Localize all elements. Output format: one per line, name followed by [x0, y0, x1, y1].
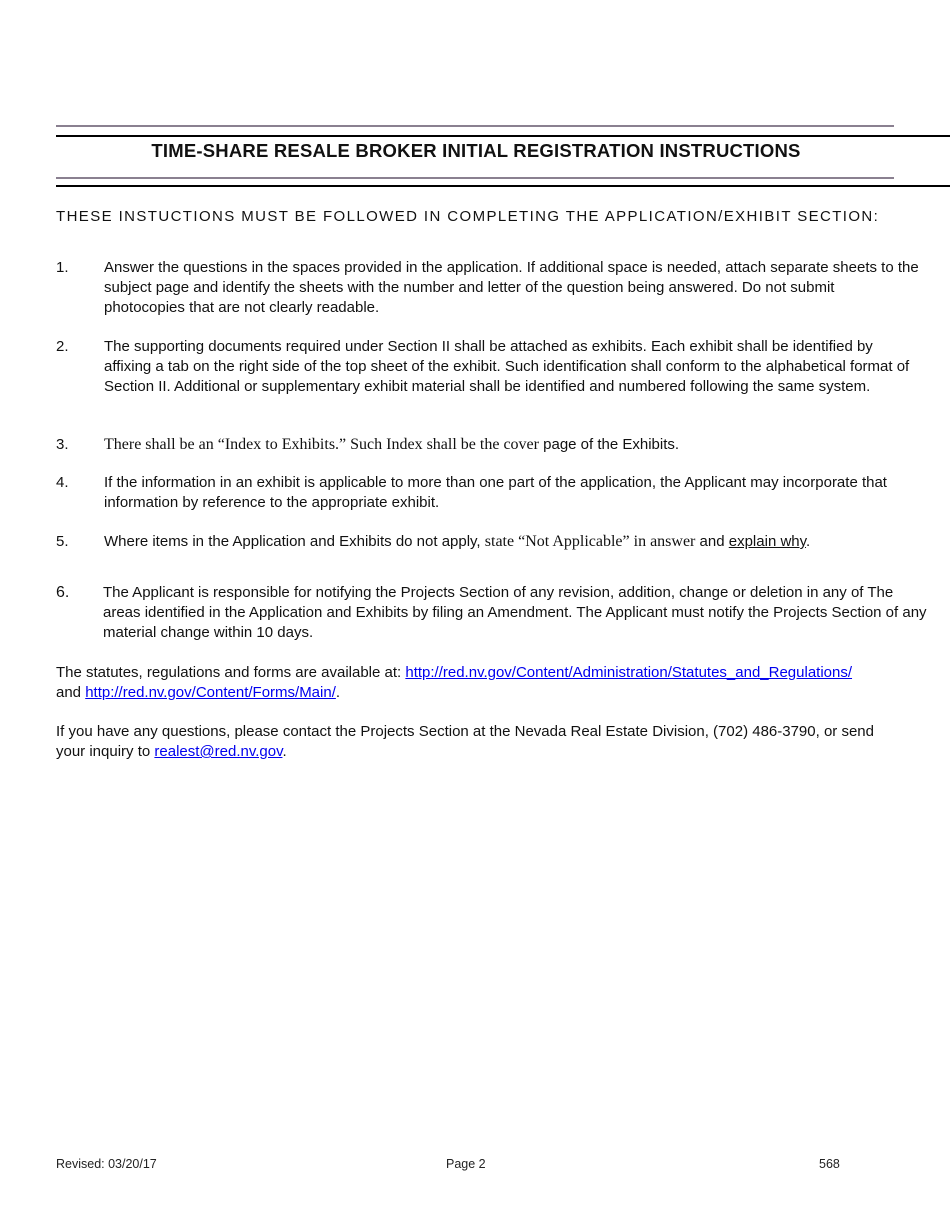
item-number: 1.: [56, 259, 69, 276]
instructions-intro: THESE INSTUCTIONS MUST BE FOLLOWED IN COMPLETING THE APPLICATION/EXHIBIT SECTION:: [56, 208, 880, 225]
item-text-b: and: [695, 533, 729, 550]
header-rule-top-gray: [56, 125, 894, 127]
contact-end: .: [282, 743, 287, 760]
item-number: 3.: [56, 436, 69, 453]
item-text: Answer the questions in the spaces provided in the application. If additional space is needed, attach separate sheets to the subject page and identify the sheets with the number and letter of the question being answered. Do not submit photocopies that are not clearly readable.: [104, 259, 919, 316]
statutes-regulations-link[interactable]: http://red.nv.gov/Content/Administration/Statutes_and_Regulations/: [405, 664, 853, 681]
header-rule-bottom-black: [56, 185, 950, 187]
statutes-paragraph: [56, 663, 916, 703]
page-title: TIME-SHARE RESALE BROKER INITIAL REGISTRATION INSTRUCTIONS: [151, 140, 801, 161]
footer-page-number: Page 2: [446, 1157, 486, 1171]
item-text: [104, 435, 919, 455]
item-text-a: Where items in the Application and Exhibits do not apply,: [104, 533, 485, 550]
statutes-prefix: The statutes, regulations and forms are available at:: [56, 664, 406, 681]
header-rule-bottom-gray: [56, 177, 894, 179]
item-number: 6.: [56, 584, 70, 601]
forms-link[interactable]: http://red.nv.gov/Content/Forms/Main/: [85, 684, 336, 701]
item-text-underline: explain why: [728, 533, 807, 550]
item-text: [104, 532, 816, 552]
item-number: 5.: [56, 533, 69, 550]
contact-prefix: If you have any questions, please contact the Projects Section at the Nevada Real Estate Division, (702) 486-3790, or send your inquiry to: [56, 723, 874, 760]
item-text: If the information in an exhibit is applicable to more than one part of the application, the Applicant may incorporate that information by reference to the appropriate exhibit.: [104, 474, 887, 511]
email-link[interactable]: realest@red.nv.gov: [154, 743, 283, 760]
footer-form-code: 568: [819, 1157, 840, 1171]
item-text-end: .: [806, 533, 811, 550]
item-text-serif: state “Not Applicable” in answer: [484, 533, 696, 550]
item-number: 4.: [56, 474, 69, 491]
statutes-end: .: [335, 684, 341, 701]
item-number: 2.: [56, 338, 69, 355]
footer-revised: Revised: 03/20/17: [56, 1157, 157, 1171]
item-text: The Applicant is responsible for notifying the Projects Section of any revision, addition, change or deletion in any of The areas identified in the Application and Exhibits by filing an Amendment. The Applicant must notify the Projects Section of any material change within 10 days.: [103, 584, 927, 641]
header-rule-top-black: [56, 135, 950, 137]
item-text: The supporting documents required under Section II shall be attached as exhibits. Each exhibit shall be identified by affixing a tab on the right side of the top sheet of the exhibit. Such identification shall conform to the alphabetical format of Section II. Additional or supplementary exhibit material shall be identified and numbered following the same system.: [104, 338, 910, 395]
statutes-mid: and: [56, 684, 86, 701]
contact-paragraph: [56, 722, 896, 762]
item-text-rest: page of the Exhibits.: [538, 436, 680, 453]
item-text-serif: There shall be an “Index to Exhibits.” Such Index shall be the cover: [104, 436, 539, 453]
